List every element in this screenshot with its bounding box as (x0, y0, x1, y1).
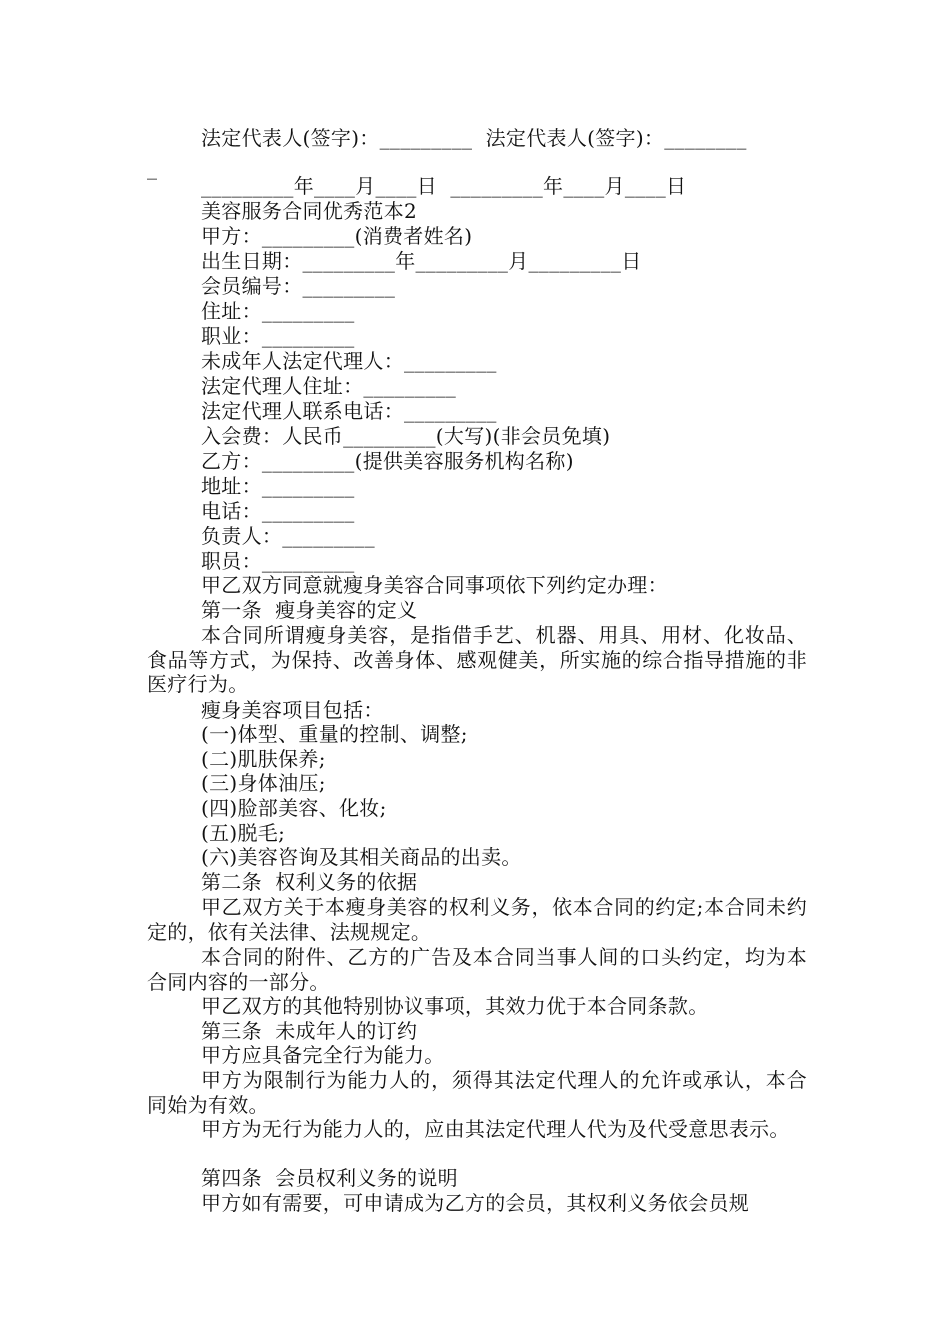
party-b-field: 乙方：_________(提供美容服务机构名称) (201, 449, 574, 473)
signature-line: 法定代表人(签字)：_________ 法定代表人(签字)：________ (201, 126, 747, 150)
article-3-paragraph-2: 甲方为限制行为能力人的，须得其法定代理人的允许或承认，本合同始为有效。 (147, 1068, 807, 1117)
list-item: (三)身体油压; (201, 771, 326, 795)
guardian-field: 未成年人法定代理人：_________ (201, 349, 497, 373)
party-a-field: 甲方：_________(消费者姓名) (201, 224, 473, 248)
guardian-address-field: 法定代理人住址：_________ (201, 374, 457, 398)
article-2-paragraph-2: 本合同的附件、乙方的广告及本合同当事人间的口头约定，均为本合同内容的一部分。 (147, 945, 807, 994)
address-field: 住址：_________ (201, 299, 355, 323)
occupation-field: 职业：_________ (201, 324, 355, 348)
items-intro: 瘦身美容项目包括： (201, 698, 384, 722)
member-number-field: 会员编号：_________ (201, 274, 396, 298)
article-3-paragraph-1: 甲方应具备完全行为能力。 (201, 1043, 445, 1067)
article-3-paragraph-3: 甲方为无行为能力人的，应由其法定代理人代为及代受意思表示。 (201, 1117, 790, 1141)
article-4-heading: 第四条 会员权利义务的说明 (201, 1166, 458, 1190)
article-1-paragraph: 本合同所谓瘦身美容，是指借手艺、机器、用具、用材、化妆品、食品等方式，为保持、改善身体、感观健美，所实施的综合指导措施的非医疗行为。 (147, 623, 807, 696)
article-3-heading: 第三条 未成年人的订约 (201, 1019, 418, 1043)
membership-fee-field: 入会费：人民币_________(大写)(非会员免填) (201, 424, 611, 448)
document-title: 美容服务合同优秀范本2 (201, 199, 418, 223)
party-b-address-field: 地址：_________ (201, 474, 355, 498)
list-item: (五)脱毛; (201, 821, 286, 845)
article-1-heading: 第一条 瘦身美容的定义 (201, 598, 418, 622)
list-item: (六)美容咨询及其相关商品的出卖。 (201, 845, 522, 869)
guardian-phone-field: 法定代理人联系电话：_________ (201, 399, 497, 423)
agreement-intro: 甲乙双方同意就瘦身美容合同事项依下列约定办理： (201, 573, 668, 597)
party-b-phone-field: 电话：_________ (201, 499, 355, 523)
birth-date-field: 出生日期：_________年_________月_________日 (201, 249, 642, 273)
date-line: _________年____月____日 _________年____月____日 (201, 174, 687, 198)
list-item: (一)体型、重量的控制、调整; (201, 722, 468, 746)
article-2-heading: 第二条 权利义务的依据 (201, 870, 418, 894)
party-b-head-field: 负责人：_________ (201, 524, 375, 548)
article-2-paragraph-3: 甲乙双方的其他特别协议事项，其效力优于本合同条款。 (201, 994, 709, 1018)
party-b-staff-field: 职员：_________ (201, 549, 355, 573)
article-2-paragraph-1: 甲乙双方关于本瘦身美容的权利义务，依本合同的约定;本合同未约定的，依有关法律、法规规定。 (147, 895, 807, 944)
signature-line-continued: _ (147, 156, 158, 180)
article-4-paragraph-1: 甲方如有需要，可申请成为乙方的会员，其权利义务依会员规 (201, 1191, 750, 1215)
list-item: (二)肌肤保养; (201, 747, 326, 771)
list-item: (四)脸部美容、化妆; (201, 796, 387, 820)
